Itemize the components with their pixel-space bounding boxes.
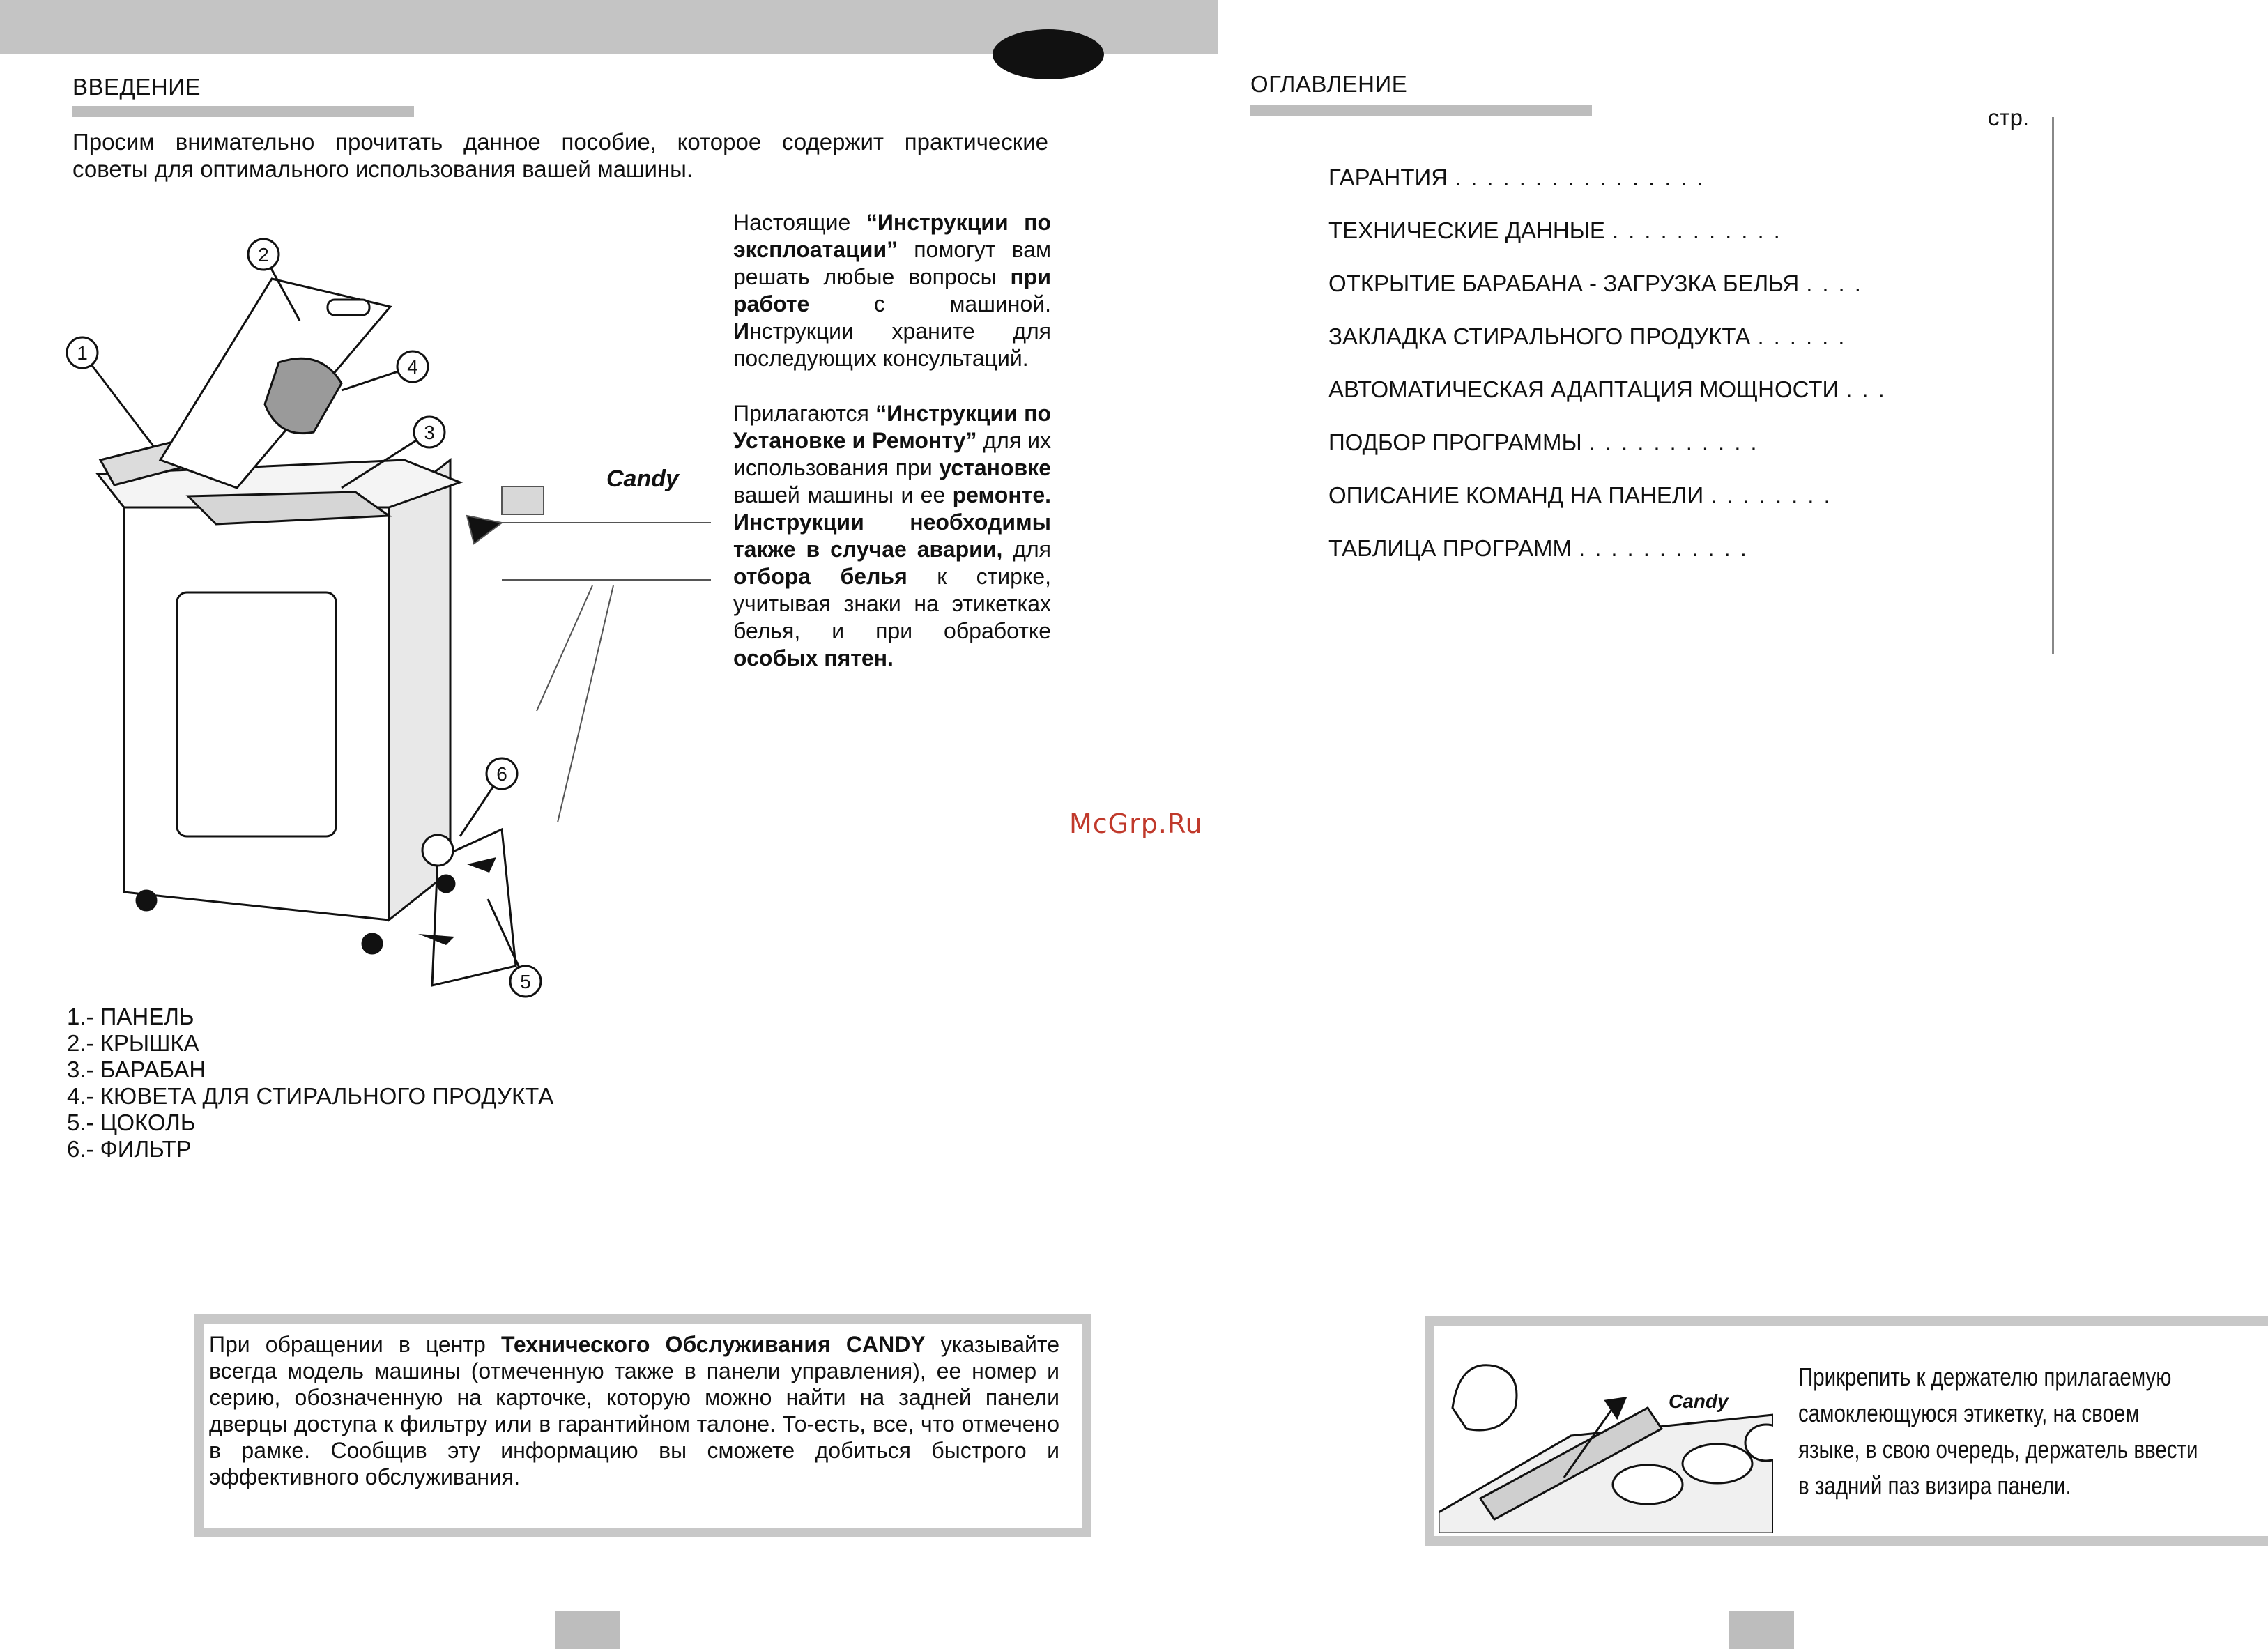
detergent-dispenser [265,358,342,433]
intro-title-underline [72,106,414,117]
filter-cap [422,835,453,866]
toc-title-underline [1250,105,1592,116]
knob [1683,1444,1752,1483]
panel-label-illustration [1439,1331,1773,1533]
knob [1613,1465,1683,1504]
service-info-text: При обращении в центр Технического Обслуживания CANDY указывайте всегда модель машины (отмеченную также в панели управления), ее номер и серию, обозначенную на карточке, которую можно найти на задней панели дверцы доступа к фильтру или в гарантийном талоне. То-есть, все, что отмечено в рамке. Сообщив эту информацию вы сможете добиться быстрого и эффективного обслуживания. [209,1332,1060,1489]
toc-item[interactable]: ЗАКЛАДКА СТИРАЛЬНОГО ПРОДУКТА ...... [1328,323,1855,349]
callout-5: 5 [520,971,531,992]
lid-handle [328,300,369,315]
label-instruction-text: Прикрепить к держателю прилагаемую самоклеющуюся этикетку, на своем языке, в свою очередь, держатель ввести в задний паз визира панели. [1798,1363,2198,1500]
instructions-paragraph-2: Прилагаются “Инструкции по Установке и Ремонту” для их использования при установке вашей машины и ее ремонте. Инструкции необходимы также в случае аварии, для отбора белья к стирке, учитывая знаки на этикетках белья, и при обработке особых пятен. [733,401,1052,670]
parts-item: 4.- КЮВЕТА ДЛЯ СТИРАЛЬНОГО ПРОДУКТА [67,1083,554,1109]
toc-item[interactable]: АВТОМАТИЧЕСКАЯ АДАПТАЦИЯ МОЩНОСТИ ... [1328,376,1894,402]
toc-item[interactable]: ТАБЛИЦА ПРОГРАММ ........... [1328,535,1756,561]
toc-item[interactable]: ГАРАНТИЯ ................ [1328,164,1713,190]
intro-line-1: Просим внимательно прочитать данное пособие, которое содержит практические [72,129,1048,155]
language-tab-oval [993,29,1104,79]
parts-item: 6.- ФИЛЬТР [67,1136,192,1162]
hand [1453,1365,1517,1430]
instructions-column [733,209,1051,700]
front-door [177,592,336,836]
toc-item[interactable]: ОПИСАНИЕ КОМАНД НА ПАНЕЛИ ........ [1328,482,1840,508]
panel-brand-logo: Candy [1669,1390,1729,1412]
toc-item[interactable]: ОТКРЫТИЕ БАРАБАНА - ЗАГРУЗКА БЕЛЬЯ .... [1328,270,1871,296]
washing-machine-illustration [56,223,725,1004]
rating-plate-brand: Candy [606,466,679,492]
toc-title: ОГЛАВЛЕНИЕ [1250,71,1408,97]
toc-item[interactable]: ТЕХНИЧЕСКИЕ ДАННЫЕ ........... [1328,217,1790,243]
parts-item: 5.- ЦОКОЛЬ [67,1110,196,1135]
toc-page-column-divider [2052,117,2054,654]
callout-1: 1 [77,342,88,364]
callout-6: 6 [496,763,507,785]
parts-item: 3.- БАРАБАН [67,1057,206,1082]
instructions-paragraph-1: Настоящие “Инструкции по эксплоатации” помогут вам решать любые вопросы при работе с машиной. Инструкции храните для последующих консультаций. [733,210,1052,371]
toc-item[interactable]: ПОДБОР ПРОГРАММЫ ........... [1328,429,1767,455]
toc-page-column-label: стр. [1988,105,2030,130]
intro-title: ВВЕДЕНИЕ [72,74,201,100]
watermark: McGrp.Ru [1069,808,1203,839]
callout-2: 2 [258,244,269,266]
parts-item: 2.- КРЫШКА [67,1030,199,1056]
parts-list [67,1004,553,1163]
callout-4: 4 [407,356,418,378]
page-number-tab-right [1729,1611,1794,1649]
parts-item: 1.- ПАНЕЛЬ [67,1004,194,1029]
page-number-tab-left [555,1611,620,1649]
callout-3: 3 [424,422,435,443]
intro-line-2: советы для оптимального использования вашей машины. [72,156,694,182]
